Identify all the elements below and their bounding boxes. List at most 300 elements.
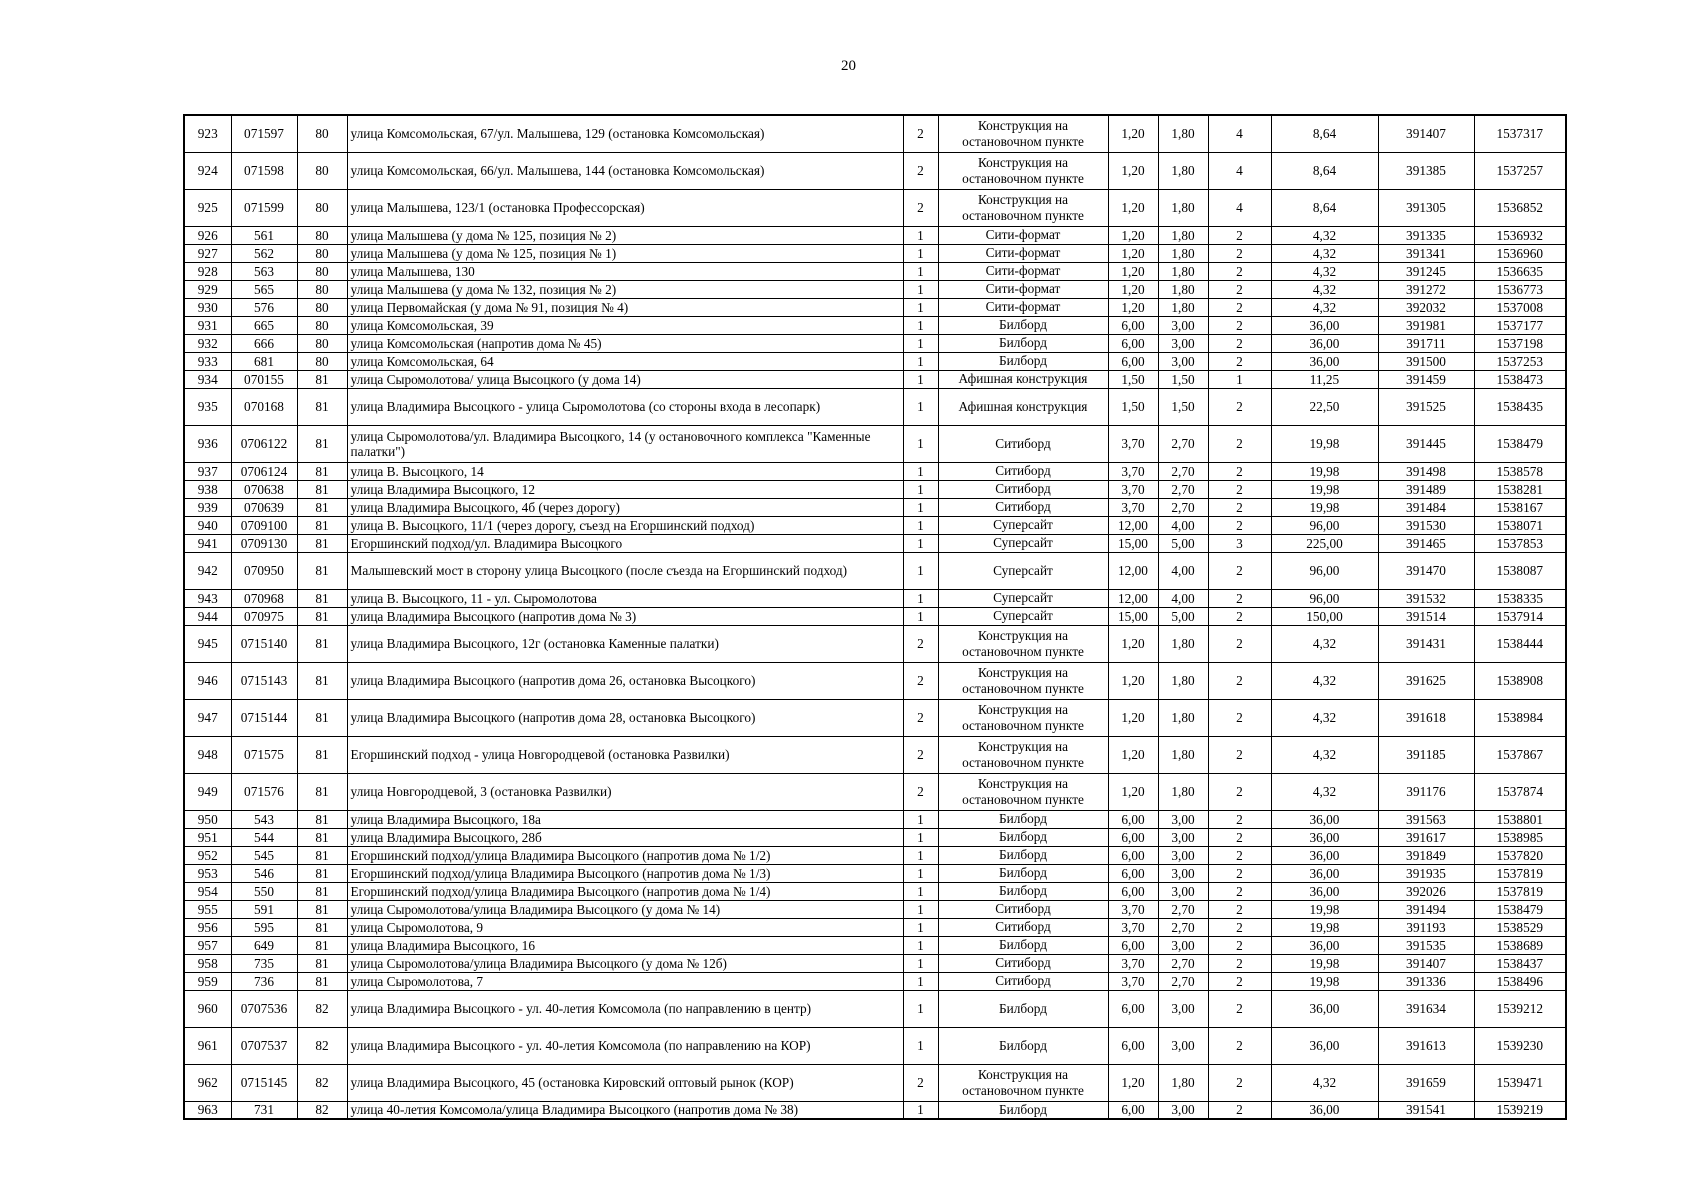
cell-row-number: 951 — [184, 828, 231, 846]
cell-coord-x: 392026 — [1378, 882, 1474, 900]
cell-address: улица Владимира Высоцкого, 28б — [347, 828, 903, 846]
cell-address: улица Комсомольская (напротив дома № 45) — [347, 334, 903, 352]
cell-sides-count: 1 — [903, 425, 938, 462]
cell-faces-count: 2 — [1208, 990, 1271, 1027]
table-row — [184, 773, 1566, 810]
cell-address: улица Малышева, 123/1 (остановка Профессорская) — [347, 189, 903, 226]
cell-district-number: 81 — [297, 625, 347, 662]
cell-coord-y: 1538335 — [1474, 589, 1566, 607]
cell-sides-count: 1 — [903, 534, 938, 552]
cell-area-sqm: 36,00 — [1271, 352, 1378, 370]
cell-row-number: 959 — [184, 972, 231, 990]
cell-area-sqm: 19,98 — [1271, 954, 1378, 972]
cell-sides-count: 1 — [903, 607, 938, 625]
cell-area-sqm: 4,32 — [1271, 773, 1378, 810]
cell-faces-count: 2 — [1208, 552, 1271, 589]
cell-district-number: 81 — [297, 462, 347, 480]
cell-coord-x: 391617 — [1378, 828, 1474, 846]
cell-width-m: 6,00 — [1108, 352, 1158, 370]
cell-sides-count: 1 — [903, 280, 938, 298]
cell-height-m: 2,70 — [1158, 918, 1208, 936]
cell-construction-type: Билборд — [938, 828, 1108, 846]
cell-coord-x: 391530 — [1378, 516, 1474, 534]
cell-construction-type: Билборд — [938, 990, 1108, 1027]
cell-coord-y: 1538689 — [1474, 936, 1566, 954]
cell-area-sqm: 4,32 — [1271, 736, 1378, 773]
cell-construction-type: Билборд — [938, 846, 1108, 864]
cell-construction-type: Суперсайт — [938, 516, 1108, 534]
cell-faces-count: 2 — [1208, 262, 1271, 280]
cell-construction-code: 070155 — [231, 370, 297, 388]
cell-height-m: 1,80 — [1158, 1064, 1208, 1101]
cell-height-m: 3,00 — [1158, 882, 1208, 900]
table-row — [184, 334, 1566, 352]
cell-construction-type: Билборд — [938, 882, 1108, 900]
cell-coord-y: 1538071 — [1474, 516, 1566, 534]
cell-width-m: 6,00 — [1108, 864, 1158, 882]
cell-coord-y: 1539471 — [1474, 1064, 1566, 1101]
cell-area-sqm: 19,98 — [1271, 462, 1378, 480]
cell-width-m: 3,70 — [1108, 425, 1158, 462]
cell-area-sqm: 36,00 — [1271, 334, 1378, 352]
cell-coord-x: 391470 — [1378, 552, 1474, 589]
table-row — [184, 352, 1566, 370]
cell-sides-count: 1 — [903, 388, 938, 425]
cell-area-sqm: 19,98 — [1271, 425, 1378, 462]
cell-coord-y: 1537198 — [1474, 334, 1566, 352]
cell-district-number: 81 — [297, 864, 347, 882]
cell-address: улица В. Высоцкого, 14 — [347, 462, 903, 480]
cell-district-number: 81 — [297, 498, 347, 516]
cell-row-number: 962 — [184, 1064, 231, 1101]
cell-row-number: 925 — [184, 189, 231, 226]
page-number: 20 — [841, 58, 856, 74]
table-row — [184, 244, 1566, 262]
cell-address: улица Владимира Высоцкого, 18а — [347, 810, 903, 828]
cell-address: улица Владимира Высоцкого - улица Сыромолотова (со стороны входа в лесопарк) — [347, 388, 903, 425]
cell-address: улица В. Высоцкого, 11 - ул. Сыромолотова — [347, 589, 903, 607]
cell-construction-code: 0706124 — [231, 462, 297, 480]
cell-faces-count: 2 — [1208, 1064, 1271, 1101]
cell-row-number: 930 — [184, 298, 231, 316]
cell-address: улица Владимира Высоцкого - ул. 40-летия Комсомола (по направлению в центр) — [347, 990, 903, 1027]
cell-area-sqm: 36,00 — [1271, 810, 1378, 828]
cell-sides-count: 1 — [903, 480, 938, 498]
cell-height-m: 3,00 — [1158, 828, 1208, 846]
cell-row-number: 931 — [184, 316, 231, 334]
cell-construction-code: 666 — [231, 334, 297, 352]
cell-construction-code: 0709100 — [231, 516, 297, 534]
cell-address: улица Сыромолотова/ улица Высоцкого (у дома 14) — [347, 370, 903, 388]
cell-coord-y: 1536932 — [1474, 226, 1566, 244]
cell-address: Егоршинский подход/улица Владимира Высоцкого (напротив дома № 1/3) — [347, 864, 903, 882]
cell-sides-count: 2 — [903, 662, 938, 699]
cell-address: Егоршинский подход/улица Владимира Высоцкого (напротив дома № 1/4) — [347, 882, 903, 900]
cell-coord-y: 1539230 — [1474, 1027, 1566, 1064]
cell-height-m: 3,00 — [1158, 1027, 1208, 1064]
cell-coord-y: 1538801 — [1474, 810, 1566, 828]
cell-district-number: 81 — [297, 954, 347, 972]
cell-construction-type: Билборд — [938, 1101, 1108, 1119]
cell-area-sqm: 36,00 — [1271, 1101, 1378, 1119]
cell-address: улица Сыромолотова, 7 — [347, 972, 903, 990]
cell-area-sqm: 11,25 — [1271, 370, 1378, 388]
cell-faces-count: 2 — [1208, 516, 1271, 534]
cell-row-number: 929 — [184, 280, 231, 298]
table-row — [184, 625, 1566, 662]
table-row — [184, 900, 1566, 918]
cell-coord-y: 1539219 — [1474, 1101, 1566, 1119]
cell-address: улица Комсомольская, 64 — [347, 352, 903, 370]
cell-district-number: 82 — [297, 1101, 347, 1119]
cell-district-number: 81 — [297, 388, 347, 425]
cell-sides-count: 2 — [903, 189, 938, 226]
cell-row-number: 948 — [184, 736, 231, 773]
cell-sides-count: 1 — [903, 298, 938, 316]
cell-construction-type: Ситиборд — [938, 498, 1108, 516]
cell-faces-count: 2 — [1208, 699, 1271, 736]
cell-coord-y: 1538985 — [1474, 828, 1566, 846]
cell-coord-y: 1536852 — [1474, 189, 1566, 226]
cell-coord-x: 391514 — [1378, 607, 1474, 625]
cell-height-m: 3,00 — [1158, 990, 1208, 1027]
cell-area-sqm: 36,00 — [1271, 846, 1378, 864]
cell-coord-x: 391193 — [1378, 918, 1474, 936]
cell-construction-code: 543 — [231, 810, 297, 828]
cell-coord-x: 392032 — [1378, 298, 1474, 316]
cell-coord-x: 391535 — [1378, 936, 1474, 954]
cell-coord-x: 391176 — [1378, 773, 1474, 810]
cell-construction-code: 0715144 — [231, 699, 297, 736]
cell-coord-x: 391336 — [1378, 972, 1474, 990]
cell-coord-y: 1538496 — [1474, 972, 1566, 990]
cell-construction-type: Суперсайт — [938, 589, 1108, 607]
cell-sides-count: 1 — [903, 334, 938, 352]
cell-area-sqm: 19,98 — [1271, 480, 1378, 498]
cell-height-m: 1,80 — [1158, 736, 1208, 773]
cell-height-m: 5,00 — [1158, 534, 1208, 552]
table-row — [184, 498, 1566, 516]
cell-area-sqm: 225,00 — [1271, 534, 1378, 552]
cell-sides-count: 2 — [903, 152, 938, 189]
cell-sides-count: 1 — [903, 352, 938, 370]
cell-height-m: 1,80 — [1158, 226, 1208, 244]
cell-construction-type: Конструкция на остановочном пункте — [938, 625, 1108, 662]
cell-faces-count: 2 — [1208, 298, 1271, 316]
table-row — [184, 480, 1566, 498]
cell-faces-count: 2 — [1208, 244, 1271, 262]
cell-sides-count: 1 — [903, 828, 938, 846]
cell-construction-code: 071598 — [231, 152, 297, 189]
cell-construction-code: 070638 — [231, 480, 297, 498]
cell-area-sqm: 4,32 — [1271, 699, 1378, 736]
table-row — [184, 388, 1566, 425]
cell-faces-count: 2 — [1208, 882, 1271, 900]
cell-district-number: 81 — [297, 882, 347, 900]
cell-faces-count: 2 — [1208, 828, 1271, 846]
cell-width-m: 1,20 — [1108, 773, 1158, 810]
cell-height-m: 2,70 — [1158, 900, 1208, 918]
cell-faces-count: 2 — [1208, 625, 1271, 662]
cell-district-number: 81 — [297, 936, 347, 954]
cell-construction-code: 546 — [231, 864, 297, 882]
cell-coord-x: 391618 — [1378, 699, 1474, 736]
cell-row-number: 933 — [184, 352, 231, 370]
cell-faces-count: 2 — [1208, 1101, 1271, 1119]
cell-row-number: 963 — [184, 1101, 231, 1119]
cell-width-m: 1,20 — [1108, 152, 1158, 189]
cell-address: улица Малышева (у дома № 132, позиция № 2) — [347, 280, 903, 298]
cell-height-m: 1,80 — [1158, 244, 1208, 262]
cell-address: улица Владимира Высоцкого (напротив дома № 3) — [347, 607, 903, 625]
cell-construction-code: 070639 — [231, 498, 297, 516]
cell-height-m: 1,80 — [1158, 189, 1208, 226]
cell-height-m: 2,70 — [1158, 972, 1208, 990]
table-row — [184, 152, 1566, 189]
cell-width-m: 6,00 — [1108, 846, 1158, 864]
cell-row-number: 938 — [184, 480, 231, 498]
cell-width-m: 1,20 — [1108, 280, 1158, 298]
cell-height-m: 4,00 — [1158, 589, 1208, 607]
cell-sides-count: 1 — [903, 516, 938, 534]
cell-address: улица Малышева (у дома № 125, позиция № 2) — [347, 226, 903, 244]
cell-faces-count: 2 — [1208, 736, 1271, 773]
cell-row-number: 957 — [184, 936, 231, 954]
cell-district-number: 81 — [297, 810, 347, 828]
cell-faces-count: 4 — [1208, 189, 1271, 226]
cell-construction-type: Конструкция на остановочном пункте — [938, 115, 1108, 152]
cell-district-number: 81 — [297, 370, 347, 388]
table-row — [184, 936, 1566, 954]
cell-construction-code: 562 — [231, 244, 297, 262]
cell-sides-count: 1 — [903, 370, 938, 388]
cell-address: улица Владимира Высоцкого, 12г (остановка Каменные палатки) — [347, 625, 903, 662]
cell-construction-type: Сити-формат — [938, 280, 1108, 298]
cell-coord-x: 391341 — [1378, 244, 1474, 262]
cell-sides-count: 1 — [903, 990, 938, 1027]
cell-faces-count: 2 — [1208, 773, 1271, 810]
cell-construction-type: Суперсайт — [938, 534, 1108, 552]
cell-coord-y: 1536773 — [1474, 280, 1566, 298]
cell-district-number: 81 — [297, 736, 347, 773]
cell-width-m: 1,20 — [1108, 115, 1158, 152]
cell-construction-type: Конструкция на остановочном пункте — [938, 1064, 1108, 1101]
cell-coord-y: 1538479 — [1474, 900, 1566, 918]
cell-width-m: 3,70 — [1108, 918, 1158, 936]
cell-coord-y: 1538435 — [1474, 388, 1566, 425]
table-row — [184, 990, 1566, 1027]
table-row — [184, 552, 1566, 589]
cell-sides-count: 1 — [903, 1027, 938, 1064]
table-row — [184, 972, 1566, 990]
cell-row-number: 923 — [184, 115, 231, 152]
cell-width-m: 12,00 — [1108, 516, 1158, 534]
cell-district-number: 81 — [297, 589, 347, 607]
cell-width-m: 1,20 — [1108, 298, 1158, 316]
cell-area-sqm: 36,00 — [1271, 936, 1378, 954]
cell-sides-count: 1 — [903, 900, 938, 918]
cell-address: улица Комсомольская, 39 — [347, 316, 903, 334]
cell-construction-type: Конструкция на остановочном пункте — [938, 773, 1108, 810]
cell-coord-x: 391245 — [1378, 262, 1474, 280]
cell-construction-type: Билборд — [938, 316, 1108, 334]
cell-width-m: 1,20 — [1108, 226, 1158, 244]
cell-construction-code: 070968 — [231, 589, 297, 607]
cell-height-m: 3,00 — [1158, 846, 1208, 864]
cell-district-number: 80 — [297, 152, 347, 189]
cell-sides-count: 1 — [903, 810, 938, 828]
cell-district-number: 81 — [297, 662, 347, 699]
cell-construction-type: Сити-формат — [938, 298, 1108, 316]
cell-address: Егоршинский подход - улица Новгородцевой (остановка Развилки) — [347, 736, 903, 773]
cell-district-number: 81 — [297, 480, 347, 498]
cell-construction-type: Конструкция на остановочном пункте — [938, 152, 1108, 189]
cell-construction-code: 544 — [231, 828, 297, 846]
cell-sides-count: 1 — [903, 846, 938, 864]
cell-address: улица 40-летия Комсомола/улица Владимира Высоцкого (напротив дома № 38) — [347, 1101, 903, 1119]
table-row — [184, 298, 1566, 316]
cell-construction-code: 0715140 — [231, 625, 297, 662]
cell-construction-code: 731 — [231, 1101, 297, 1119]
cell-faces-count: 2 — [1208, 352, 1271, 370]
cell-construction-type: Конструкция на остановочном пункте — [938, 662, 1108, 699]
cell-faces-count: 2 — [1208, 226, 1271, 244]
cell-address: Егоршинский подход/ул. Владимира Высоцкого — [347, 534, 903, 552]
cell-coord-x: 391185 — [1378, 736, 1474, 773]
cell-coord-x: 391459 — [1378, 370, 1474, 388]
cell-construction-code: 0707537 — [231, 1027, 297, 1064]
cell-address: улица Владимира Высоцкого, 4б (через дорогу) — [347, 498, 903, 516]
cell-row-number: 927 — [184, 244, 231, 262]
cell-construction-type: Суперсайт — [938, 552, 1108, 589]
cell-construction-type: Билборд — [938, 334, 1108, 352]
cell-coord-y: 1538578 — [1474, 462, 1566, 480]
cell-district-number: 81 — [297, 972, 347, 990]
cell-district-number: 81 — [297, 607, 347, 625]
cell-coord-x: 391494 — [1378, 900, 1474, 918]
table-row — [184, 1064, 1566, 1101]
cell-width-m: 3,70 — [1108, 972, 1158, 990]
cell-area-sqm: 4,32 — [1271, 226, 1378, 244]
cell-district-number: 81 — [297, 900, 347, 918]
cell-sides-count: 1 — [903, 462, 938, 480]
cell-coord-y: 1538984 — [1474, 699, 1566, 736]
cell-coord-y: 1538437 — [1474, 954, 1566, 972]
cell-construction-type: Ситиборд — [938, 425, 1108, 462]
cell-coord-y: 1537819 — [1474, 882, 1566, 900]
cell-district-number: 82 — [297, 1027, 347, 1064]
cell-row-number: 947 — [184, 699, 231, 736]
cell-district-number: 81 — [297, 773, 347, 810]
cell-construction-code: 0715145 — [231, 1064, 297, 1101]
cell-area-sqm: 4,32 — [1271, 662, 1378, 699]
cell-sides-count: 1 — [903, 498, 938, 516]
cell-construction-code: 070950 — [231, 552, 297, 589]
cell-row-number: 954 — [184, 882, 231, 900]
cell-height-m: 2,70 — [1158, 480, 1208, 498]
cell-width-m: 3,70 — [1108, 900, 1158, 918]
cell-address: Малышевский мост в сторону улица Высоцкого (после съезда на Егоршинский подход) — [347, 552, 903, 589]
cell-area-sqm: 4,32 — [1271, 244, 1378, 262]
cell-coord-y: 1537819 — [1474, 864, 1566, 882]
cell-address: улица В. Высоцкого, 11/1 (через дорогу, съезд на Егоршинский подход) — [347, 516, 903, 534]
cell-construction-code: 649 — [231, 936, 297, 954]
cell-construction-code: 576 — [231, 298, 297, 316]
cell-construction-code: 071599 — [231, 189, 297, 226]
cell-district-number: 81 — [297, 534, 347, 552]
cell-construction-code: 071597 — [231, 115, 297, 152]
cell-coord-y: 1537867 — [1474, 736, 1566, 773]
cell-height-m: 1,80 — [1158, 625, 1208, 662]
cell-height-m: 1,80 — [1158, 280, 1208, 298]
cell-row-number: 924 — [184, 152, 231, 189]
cell-sides-count: 1 — [903, 936, 938, 954]
cell-construction-type: Конструкция на остановочном пункте — [938, 189, 1108, 226]
cell-row-number: 928 — [184, 262, 231, 280]
cell-sides-count: 1 — [903, 589, 938, 607]
cell-construction-code: 563 — [231, 262, 297, 280]
cell-construction-type: Ситиборд — [938, 900, 1108, 918]
cell-sides-count: 1 — [903, 316, 938, 334]
cell-row-number: 935 — [184, 388, 231, 425]
cell-row-number: 950 — [184, 810, 231, 828]
cell-coord-x: 391935 — [1378, 864, 1474, 882]
cell-faces-count: 3 — [1208, 534, 1271, 552]
cell-coord-y: 1538167 — [1474, 498, 1566, 516]
cell-district-number: 81 — [297, 516, 347, 534]
cell-district-number: 81 — [297, 846, 347, 864]
cell-coord-y: 1537874 — [1474, 773, 1566, 810]
cell-height-m: 4,00 — [1158, 516, 1208, 534]
cell-coord-x: 391849 — [1378, 846, 1474, 864]
table-row — [184, 516, 1566, 534]
cell-coord-y: 1536635 — [1474, 262, 1566, 280]
cell-area-sqm: 96,00 — [1271, 552, 1378, 589]
cell-row-number: 955 — [184, 900, 231, 918]
cell-district-number: 80 — [297, 316, 347, 334]
cell-height-m: 1,80 — [1158, 662, 1208, 699]
cell-width-m: 1,20 — [1108, 1064, 1158, 1101]
cell-address: Егоршинский подход/улица Владимира Высоцкого (напротив дома № 1/2) — [347, 846, 903, 864]
cell-construction-type: Афишная конструкция — [938, 388, 1108, 425]
cell-faces-count: 2 — [1208, 316, 1271, 334]
cell-sides-count: 1 — [903, 1101, 938, 1119]
table-row — [184, 736, 1566, 773]
cell-coord-y: 1538473 — [1474, 370, 1566, 388]
cell-area-sqm: 96,00 — [1271, 516, 1378, 534]
cell-address: улица Сыромолотова/улица Владимира Высоцкого (у дома № 14) — [347, 900, 903, 918]
cell-faces-count: 2 — [1208, 918, 1271, 936]
cell-faces-count: 2 — [1208, 425, 1271, 462]
cell-area-sqm: 4,32 — [1271, 262, 1378, 280]
cell-coord-y: 1538281 — [1474, 480, 1566, 498]
table-row — [184, 1101, 1566, 1119]
cell-faces-count: 2 — [1208, 498, 1271, 516]
cell-coord-x: 391659 — [1378, 1064, 1474, 1101]
cell-area-sqm: 19,98 — [1271, 972, 1378, 990]
cell-width-m: 6,00 — [1108, 828, 1158, 846]
cell-address: улица Комсомольская, 67/ул. Малышева, 129 (остановка Комсомольская) — [347, 115, 903, 152]
cell-construction-type: Суперсайт — [938, 607, 1108, 625]
cell-faces-count: 4 — [1208, 115, 1271, 152]
cell-coord-y: 1537317 — [1474, 115, 1566, 152]
cell-row-number: 945 — [184, 625, 231, 662]
cell-district-number: 80 — [297, 298, 347, 316]
cell-district-number: 81 — [297, 918, 347, 936]
cell-faces-count: 2 — [1208, 480, 1271, 498]
cell-height-m: 3,00 — [1158, 316, 1208, 334]
cell-district-number: 82 — [297, 1064, 347, 1101]
